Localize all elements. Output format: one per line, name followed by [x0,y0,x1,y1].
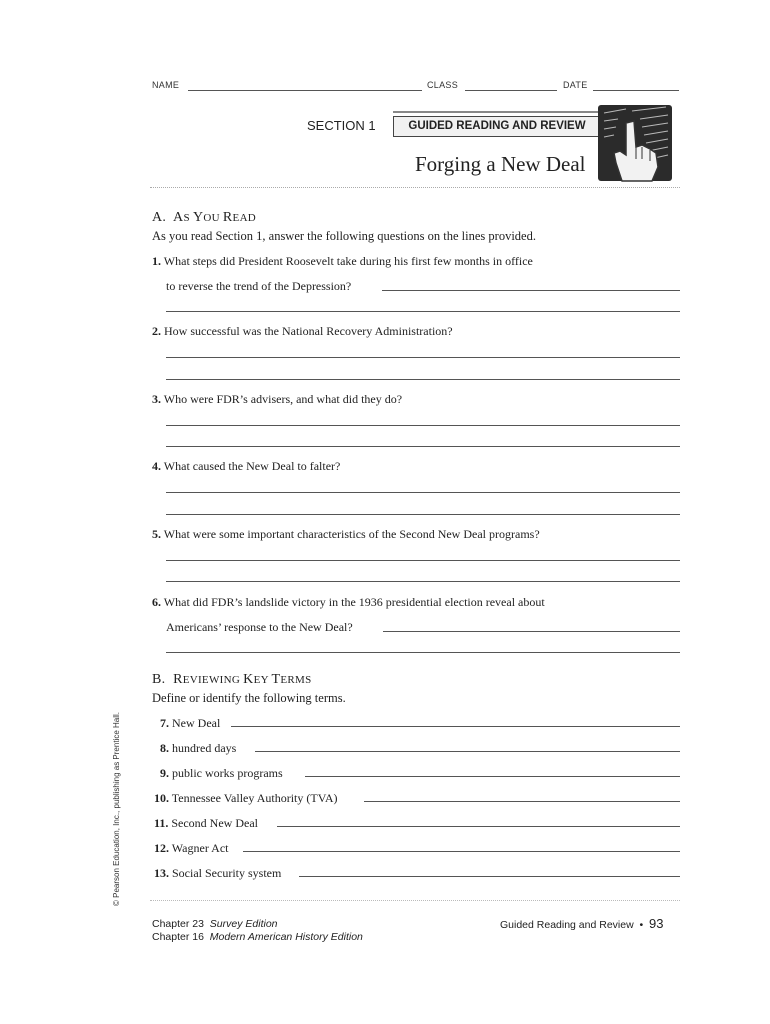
answer-line[interactable] [166,379,680,380]
page-title: Forging a New Deal [415,152,586,176]
part-a-heading: A. AS YOU READ [152,210,257,225]
term-13: 13. Social Security system [154,866,285,881]
question-6: 6. What did FDR’s landslide victory in the 1936 presidential election reveal about [152,595,545,609]
section-type-box [393,116,601,137]
name-field[interactable] [188,90,422,91]
answer-line[interactable] [383,631,680,632]
answer-line[interactable] [166,357,680,358]
term-9: 9. public works programs [160,766,287,781]
class-field[interactable] [465,90,557,91]
term-7: 7. New Deal [160,716,224,731]
part-b-heading: B. REVIEWING KEY TERMS [152,672,312,687]
term-8: 8. hundred days [160,741,240,756]
answer-line[interactable] [166,581,680,582]
title-divider [150,187,680,188]
pointing-hand-icon [596,103,674,185]
footer-chapters [152,918,363,944]
footer-chapter-1: Chapter 23 Survey Edition [152,918,278,930]
answer-line[interactable] [166,514,680,515]
term-answer-line[interactable] [277,826,680,827]
term-answer-line[interactable] [243,851,680,852]
part-b-instructions: Define or identify the following terms. [152,691,346,705]
question-3: 3. Who were FDR’s advisers, and what did they do? [152,392,403,406]
term-answer-line[interactable] [305,776,680,777]
answer-line[interactable] [166,492,680,493]
term-answer-line[interactable] [299,876,680,877]
question-5: 5. What were some important characteristics of the Second New Deal programs? [152,527,540,541]
class-label: CLASS [427,80,459,90]
footer-page-info: Guided Reading and Review • 93 [500,916,664,931]
copyright-credit: © Pearson Education, Inc., publishing as Prentice Hall. [112,712,121,906]
answer-line[interactable] [166,652,680,653]
answer-line[interactable] [166,425,680,426]
date-field[interactable] [593,90,679,91]
footer-divider [150,900,680,901]
name-label: NAME [152,80,180,90]
answer-line[interactable] [166,560,680,561]
footer-chapter-2: Chapter 16 Modern American History Edition [152,931,363,943]
term-answer-line[interactable] [255,751,680,752]
term-12: 12. Wagner Act [154,841,232,856]
section-type-label: GUIDED READING AND REVIEW [408,120,586,132]
answer-line[interactable] [166,446,680,447]
term-10: 10. Tennessee Valley Authority (TVA) [154,791,341,806]
section-label: SECTION 1 [307,118,376,133]
question-1: 1. What steps did President Roosevelt take during his first few months in office [152,254,533,268]
question-4: 4. What caused the New Deal to falter? [152,459,341,473]
answer-line[interactable] [382,290,680,291]
section-box-accent [393,111,599,113]
question-2: 2. How successful was the National Recovery Administration? [152,324,453,338]
date-label: DATE [563,80,588,90]
term-answer-line[interactable] [364,801,680,802]
term-answer-line[interactable] [231,726,680,727]
term-11: 11. Second New Deal [154,816,262,831]
question-6-line2: Americans’ response to the New Deal? [166,620,353,634]
part-a-instructions: As you read Section 1, answer the following questions on the lines provided. [152,229,536,243]
question-1-line2: to reverse the trend of the Depression? [166,279,352,293]
answer-line[interactable] [166,311,680,312]
page-number: 93 [649,916,664,931]
